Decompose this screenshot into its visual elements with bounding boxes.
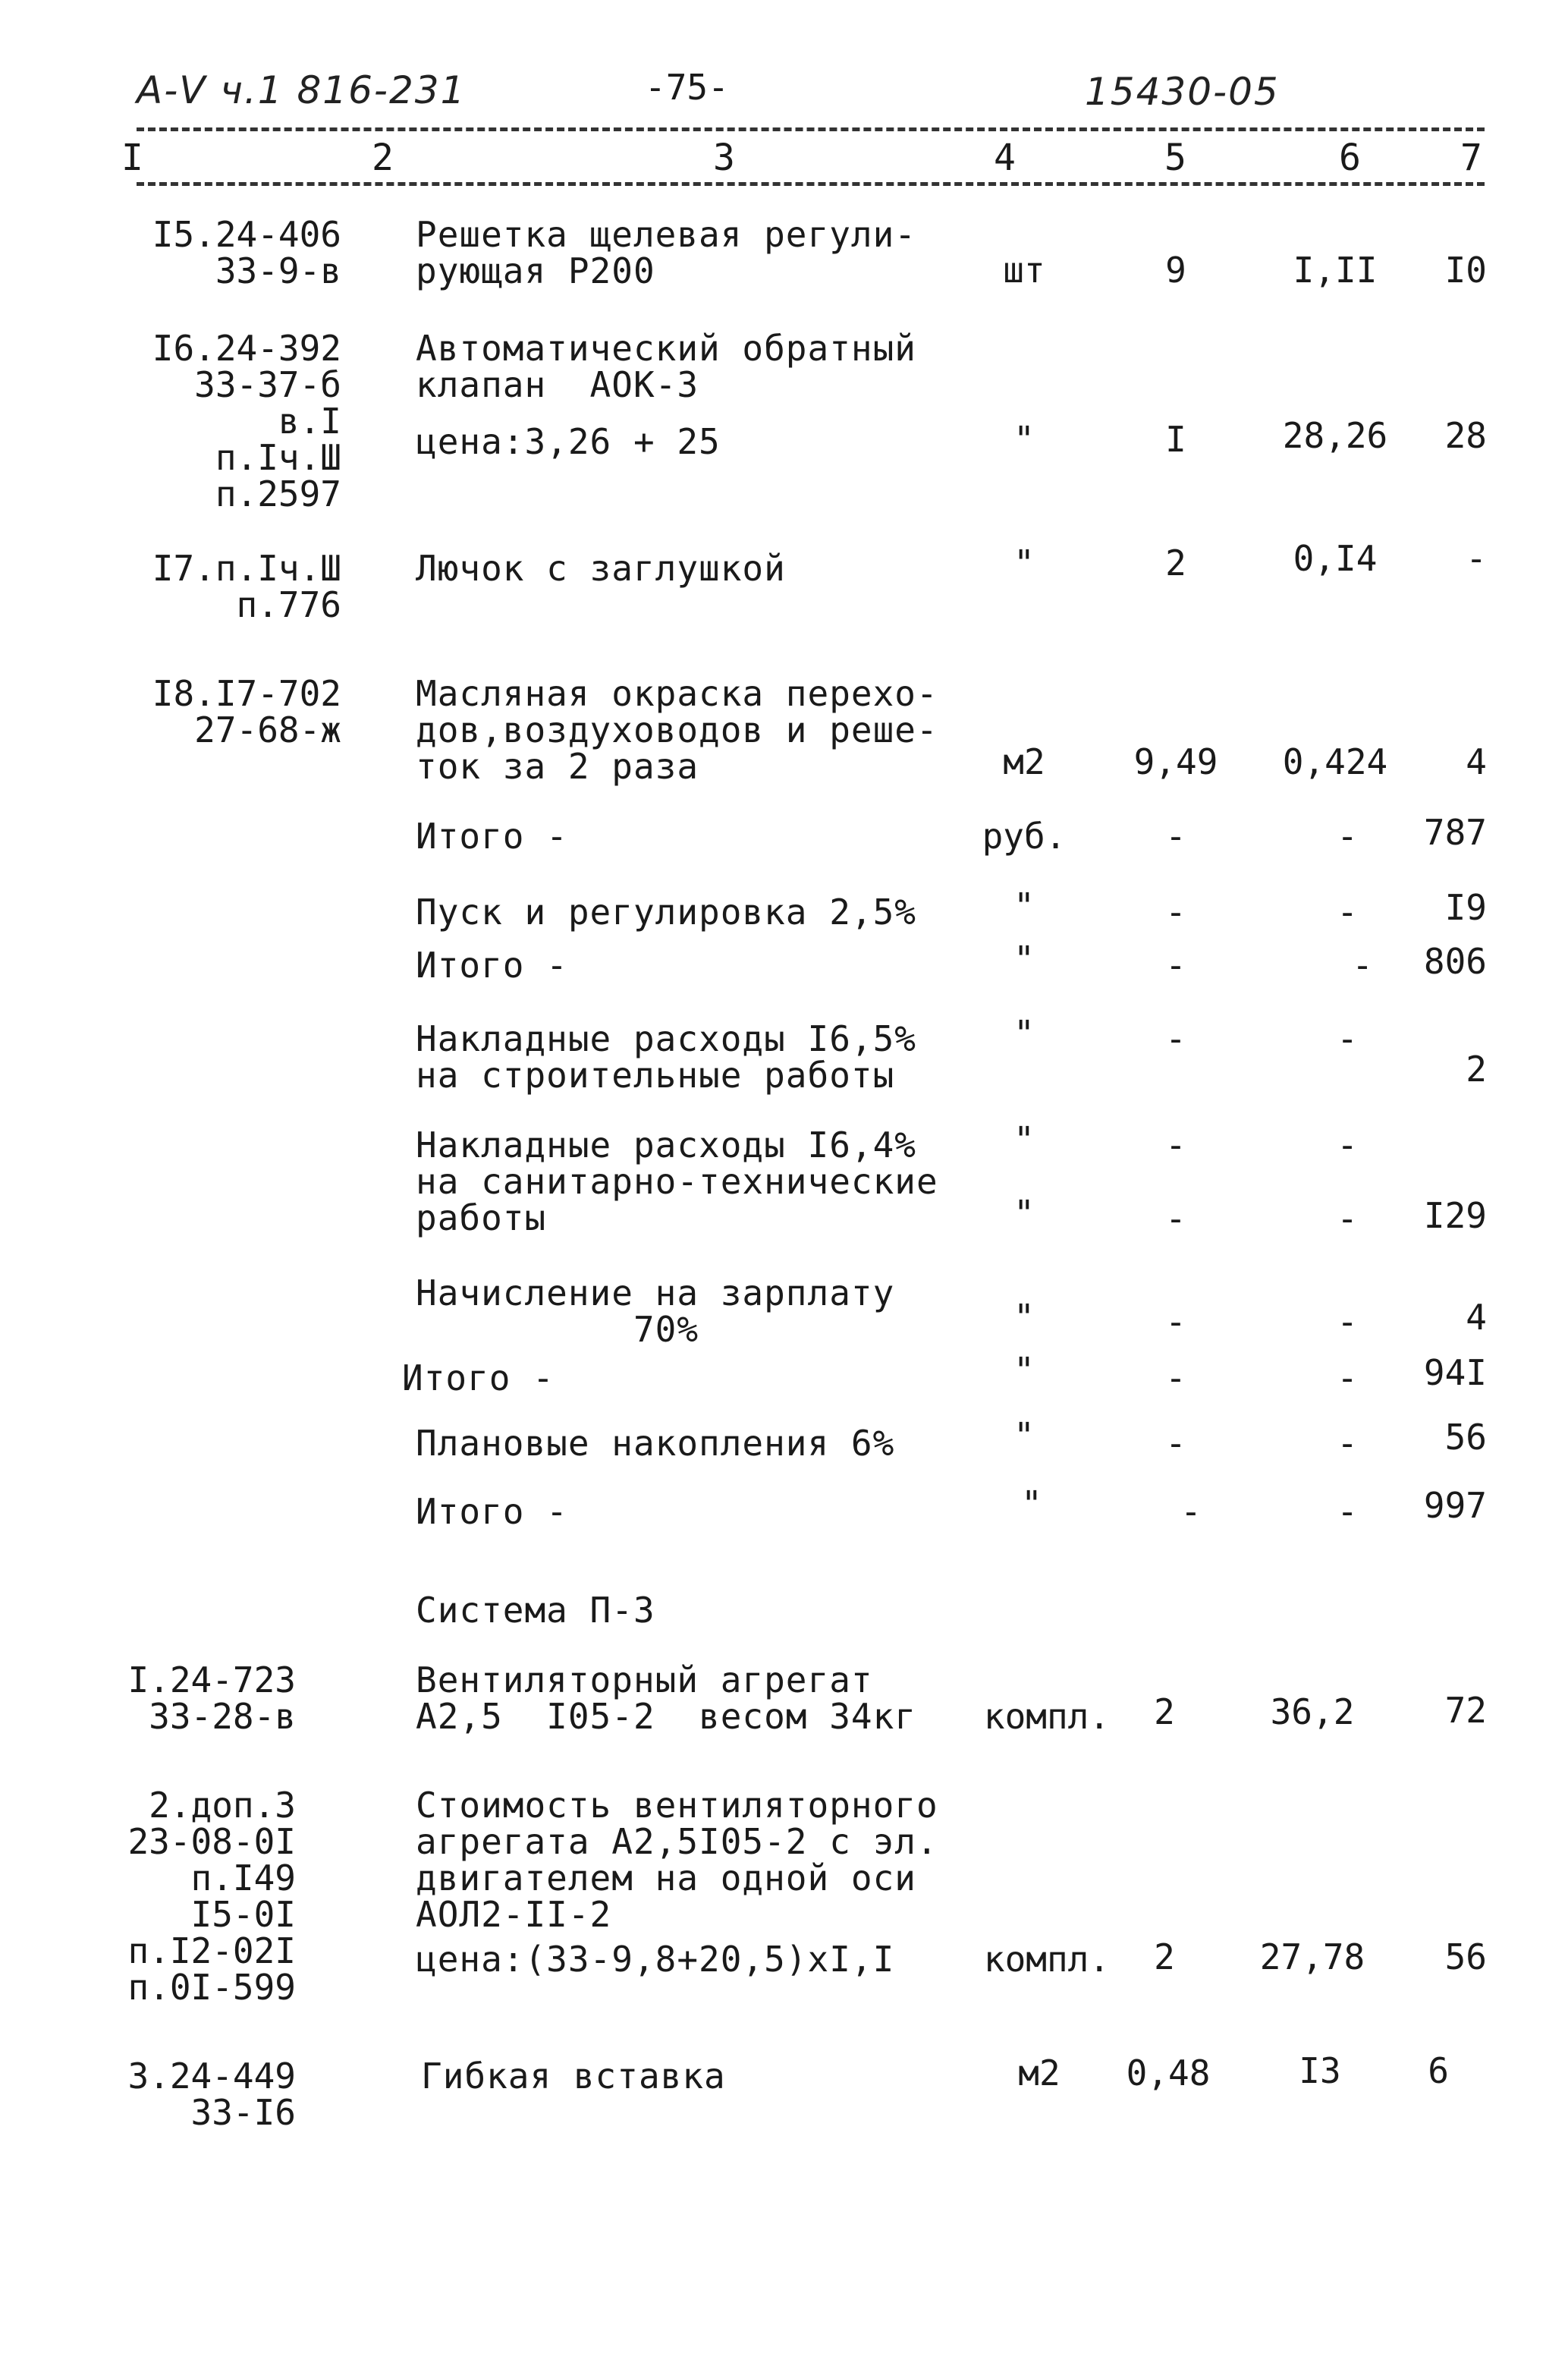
row-name: Гибкая вставка (421, 2056, 726, 2097)
row-unit: м2 (1003, 741, 1045, 782)
row-price: - (1337, 1125, 1358, 1165)
row-name: Итого - (402, 1357, 555, 1398)
row-code: I6.24-392 33-37-б в.I п.Iч.Ш п.2597 (152, 328, 341, 514)
row-unit: руб. (982, 816, 1067, 857)
col-header-1: I (121, 137, 143, 179)
row-qty-2: - (1165, 1198, 1186, 1239)
row-qty: - (1165, 816, 1186, 857)
row-unit: " (1013, 543, 1035, 584)
row-name: Накладные расходы I6,4% на санитарно-технические работы (416, 1125, 938, 1238)
row-name: Итого - (416, 1491, 568, 1532)
row-total: 6 (1428, 2050, 1449, 2091)
col-header-5: 5 (1164, 137, 1186, 179)
row-price: 27,78 (1259, 1936, 1365, 1977)
divider-bottom (137, 182, 1485, 186)
row-unit: " (1013, 886, 1035, 926)
col-header-6: 6 (1339, 137, 1361, 179)
row-name: Пуск и регулировка 2,5% (416, 892, 916, 933)
row-qty: - (1180, 1491, 1202, 1532)
row-unit: " (1013, 1013, 1035, 1054)
row-unit: компл. (983, 1939, 1111, 1980)
row-price: 28,26 (1282, 415, 1388, 456)
row-total: 4 (1466, 741, 1487, 782)
row-qty: - (1165, 945, 1186, 986)
row-qty: 9 (1165, 250, 1186, 291)
row-code: I.24-723 33-28-в (127, 1659, 296, 1737)
row-price: - (1337, 816, 1358, 857)
col-header-7: 7 (1460, 137, 1482, 179)
row-qty: 9,49 (1133, 741, 1218, 782)
row-price: - (1337, 1423, 1358, 1464)
row-total: 56 (1444, 1417, 1487, 1458)
row-unit: " (1013, 939, 1035, 980)
row-unit: " (1013, 1350, 1035, 1391)
row-total: 56 (1444, 1936, 1487, 1977)
row-name: Лючок с заглушкой (416, 548, 786, 589)
row-name: Автоматический обратный клапан АОК-3 (416, 328, 916, 405)
row-total: 94I (1423, 1352, 1487, 1393)
row-name: Плановые накопления 6% (416, 1423, 895, 1464)
row-price-note: цена:(33-9,8+20,5)хI,I (416, 1939, 895, 1980)
row-total: I29 (1423, 1195, 1487, 1236)
row-total: 787 (1423, 812, 1487, 853)
row-name: Начисление на зарплату 70% (416, 1272, 895, 1350)
row-name: Масляная окраска перехо- дов,воздуховодов и реше- ток за 2 раза (416, 673, 938, 787)
row-unit: " (1021, 1483, 1042, 1524)
row-total: 806 (1423, 941, 1487, 982)
row-qty: 2 (1165, 543, 1186, 584)
divider-top (137, 127, 1485, 131)
row-code: I7.п.Iч.Ш п.776 (152, 548, 341, 625)
row-unit: шт (1003, 250, 1045, 291)
row-price-2: - (1337, 1198, 1358, 1239)
row-total: 72 (1444, 1690, 1487, 1731)
page-number: -75- (645, 67, 729, 108)
row-price: 0,I4 (1293, 538, 1378, 579)
row-total: 28 (1444, 415, 1487, 456)
row-qty: - (1165, 1018, 1186, 1059)
row-name: Вентиляторный агрегат А2,5 I05-2 весом 34кг (416, 1659, 916, 1737)
row-qty: 2 (1154, 1691, 1175, 1732)
row-qty: - (1165, 1301, 1186, 1342)
row-price: 36,2 (1270, 1691, 1355, 1732)
row-qty: I (1165, 419, 1186, 460)
doc-ref: А-V ч.1 816-231 (137, 68, 467, 112)
row-price: - (1337, 1357, 1358, 1398)
row-unit: " (1013, 1297, 1035, 1338)
col-header-4: 4 (994, 137, 1016, 179)
row-name: Решетка щелевая регули- рующая Р200 (416, 214, 916, 291)
row-price: I3 (1299, 2050, 1341, 2091)
row-unit: компл. (983, 1696, 1111, 1737)
row-qty: - (1165, 1125, 1186, 1165)
row-total: 997 (1423, 1485, 1487, 1526)
row-name: Итого - (416, 816, 568, 857)
row-total: I9 (1444, 887, 1487, 928)
row-name: Накладные расходы I6,5% на строительные работы (416, 1018, 916, 1096)
row-qty: - (1165, 1357, 1186, 1398)
row-qty: 2 (1154, 1936, 1175, 1977)
row-total: - (1466, 538, 1487, 579)
row-price: - (1337, 1018, 1358, 1059)
row-unit: " (1013, 1415, 1035, 1456)
section-heading: Система П-3 (416, 1590, 655, 1631)
row-code: 3.24-449 33-I6 (127, 2056, 296, 2133)
row-unit: " (1013, 1119, 1035, 1160)
row-total: 2 (1466, 1049, 1487, 1090)
row-unit: м2 (1018, 2053, 1061, 2093)
row-price: - (1352, 945, 1373, 986)
row-unit: " (1013, 419, 1035, 460)
row-qty: 0,48 (1126, 2053, 1211, 2093)
row-price: - (1337, 892, 1358, 933)
row-name: Итого - (416, 945, 568, 986)
project-number: 15430-05 (1085, 70, 1280, 114)
row-qty: - (1165, 1423, 1186, 1464)
row-unit-2: " (1013, 1193, 1035, 1234)
row-total: 4 (1466, 1297, 1487, 1338)
row-qty: - (1165, 892, 1186, 933)
row-code: 2.доп.3 23-08-0I п.I49 I5-0I п.I2-02I п.0I-599 (127, 1785, 296, 2008)
row-price-note: цена:3,26 + 25 (416, 421, 721, 462)
row-code: I8.I7-702 27-68-ж (152, 673, 341, 750)
row-price: 0,424 (1282, 741, 1388, 782)
col-header-2: 2 (372, 137, 394, 179)
row-price: - (1337, 1491, 1358, 1532)
col-header-3: 3 (713, 137, 735, 179)
row-total: I0 (1444, 250, 1487, 291)
row-price: - (1337, 1301, 1358, 1342)
row-price: I,II (1293, 250, 1378, 291)
row-name: Стоимость вентиляторного агрегата А2,5I05-2 с эл. двигателем на одной оси АОЛ2-II-2 (416, 1785, 938, 1935)
row-code: I5.24-406 33-9-в (152, 214, 341, 291)
